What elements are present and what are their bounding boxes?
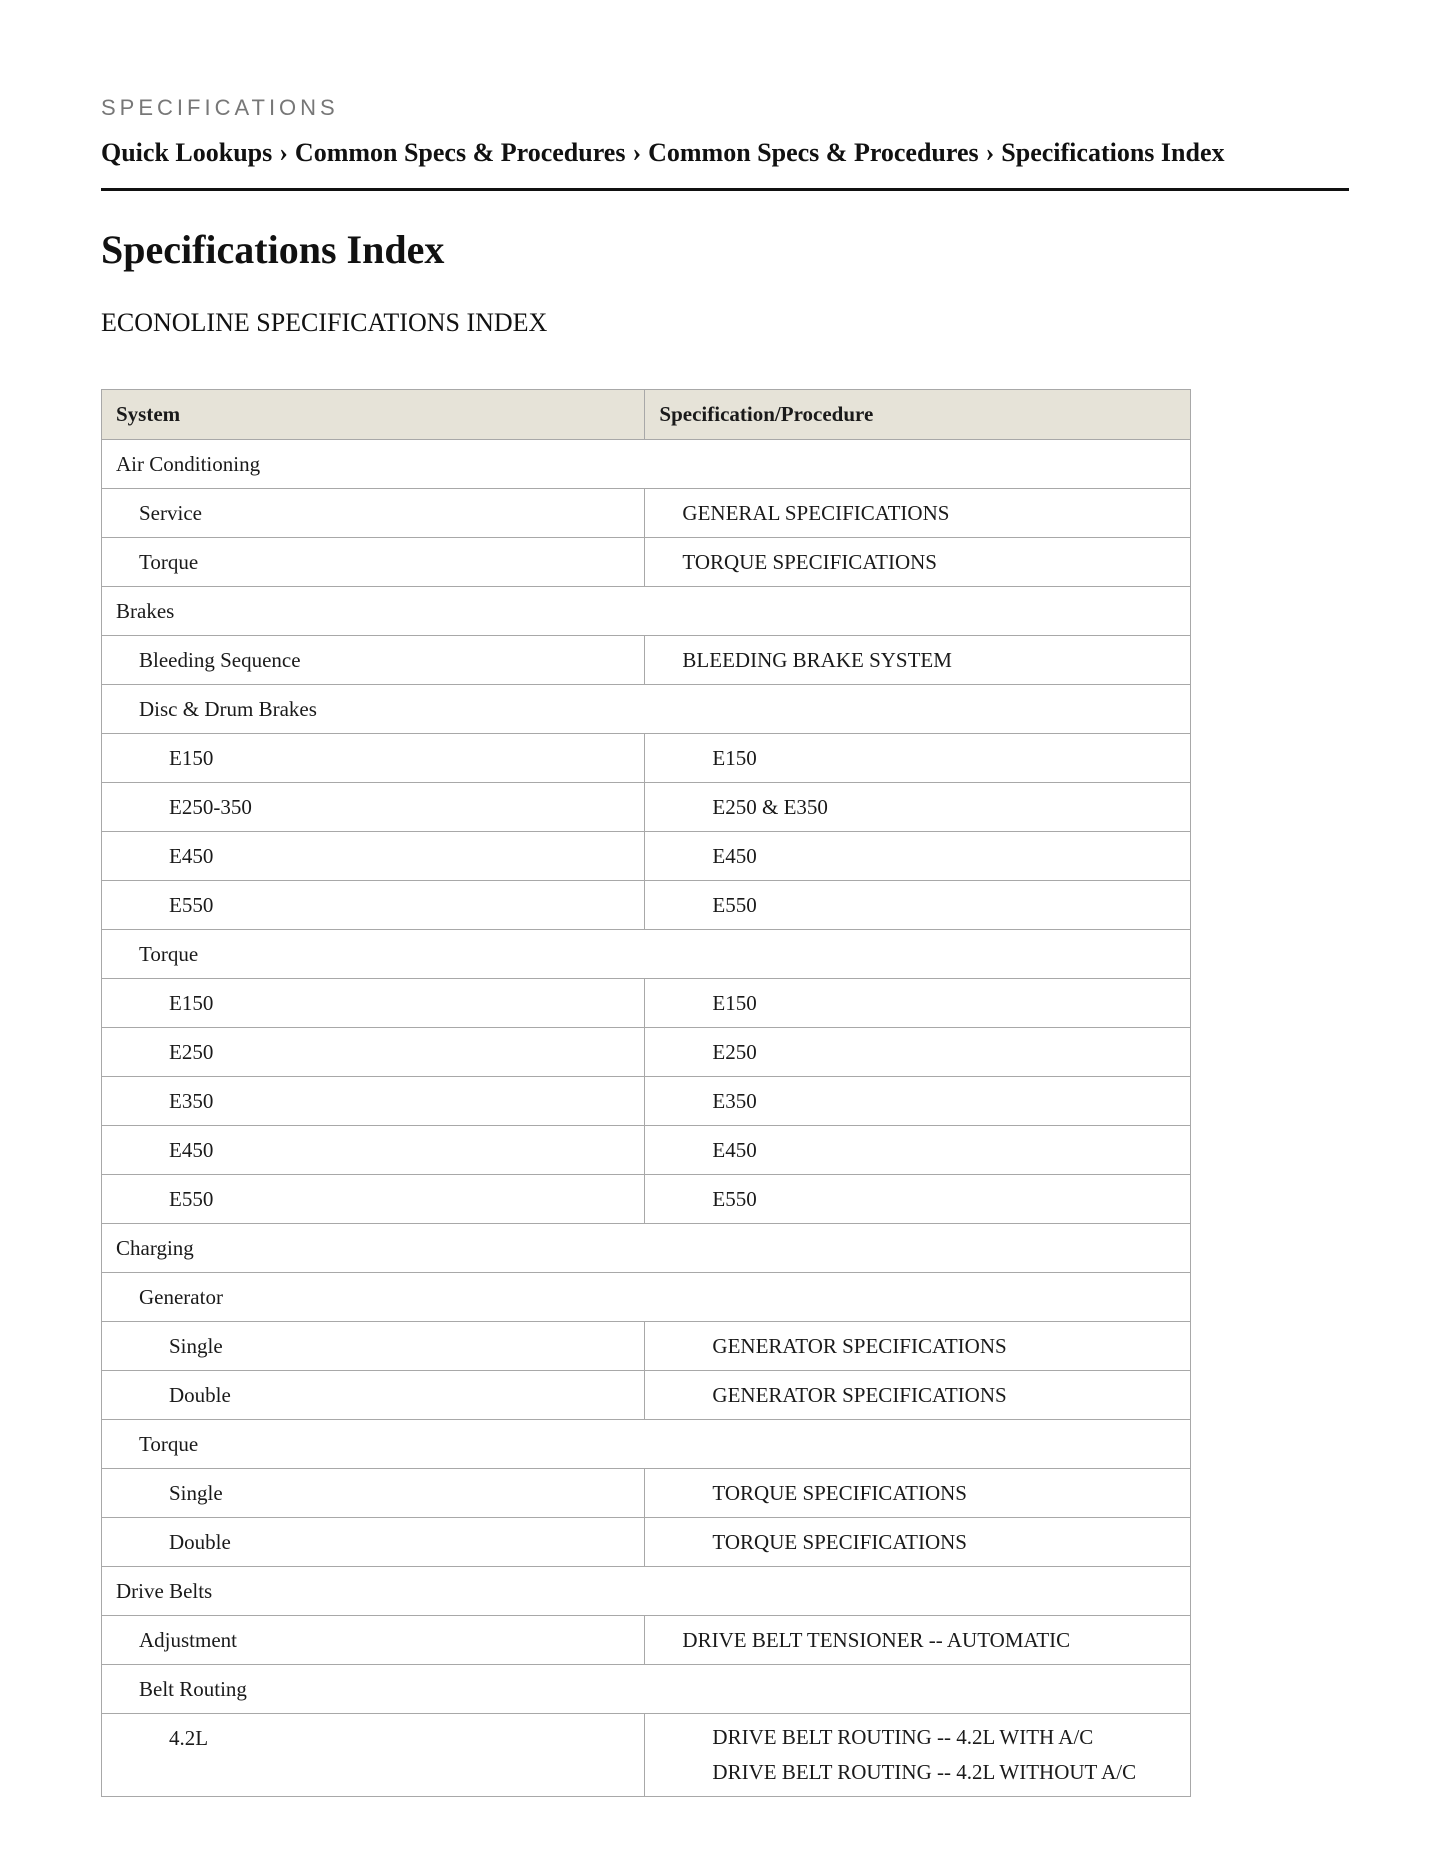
table-row — [102, 587, 1191, 636]
group-heading: Brakes — [102, 587, 1191, 636]
table-header-row — [102, 390, 1191, 440]
specification-link[interactable]: TORQUE SPECIFICATIONS — [712, 1481, 967, 1505]
table-row — [102, 1175, 1191, 1224]
specification-cell — [645, 1175, 1191, 1224]
header-divider — [101, 188, 1349, 191]
group-heading: Disc & Drum Brakes — [102, 685, 1191, 734]
table-row — [102, 1077, 1191, 1126]
table-row — [102, 538, 1191, 587]
specification-link[interactable]: BLEEDING BRAKE SYSTEM — [682, 648, 952, 672]
table-row — [102, 1322, 1191, 1371]
specification-cell — [645, 1322, 1191, 1371]
system-cell: Adjustment — [102, 1616, 645, 1665]
group-heading: Charging — [102, 1224, 1191, 1273]
breadcrumb — [101, 138, 1224, 168]
specification-link[interactable]: GENERATOR SPECIFICATIONS — [712, 1383, 1007, 1407]
specification-cell — [645, 1077, 1191, 1126]
specification-cell — [645, 1714, 1191, 1797]
system-cell: E150 — [102, 979, 645, 1028]
system-cell: Torque — [102, 538, 645, 587]
table-row — [102, 783, 1191, 832]
breadcrumb-item-common-specs[interactable]: Common Specs & Procedures — [294, 138, 626, 167]
system-cell: E550 — [102, 881, 645, 930]
table-row — [102, 881, 1191, 930]
table-row — [102, 1518, 1191, 1567]
table-row — [102, 440, 1191, 489]
group-heading: Torque — [102, 930, 1191, 979]
group-heading: Drive Belts — [102, 1567, 1191, 1616]
specification-link[interactable]: E450 — [712, 844, 757, 868]
specification-cell — [645, 1518, 1191, 1567]
breadcrumb-item-quick-lookups[interactable]: Quick Lookups — [101, 138, 273, 167]
system-cell: E550 — [102, 1175, 645, 1224]
table-row — [102, 1714, 1191, 1797]
table-row — [102, 979, 1191, 1028]
table-row — [102, 1665, 1191, 1714]
table-row — [102, 930, 1191, 979]
specification-link[interactable]: DRIVE BELT TENSIONER -- AUTOMATIC — [682, 1628, 1071, 1652]
specification-link[interactable]: E450 — [712, 1138, 757, 1162]
specification-cell — [645, 881, 1191, 930]
system-cell: E450 — [102, 1126, 645, 1175]
system-cell: Double — [102, 1371, 645, 1420]
specification-link[interactable]: DRIVE BELT ROUTING -- 4.2L WITH A/C — [712, 1725, 1094, 1749]
table-row — [102, 1224, 1191, 1273]
specification-link[interactable]: GENERAL SPECIFICATIONS — [682, 501, 950, 525]
system-cell: E350 — [102, 1077, 645, 1126]
specification-cell — [645, 1126, 1191, 1175]
specification-cell — [645, 832, 1191, 881]
system-cell: Service — [102, 489, 645, 538]
section-label: SPECIFICATIONS — [101, 95, 339, 120]
table-row — [102, 685, 1191, 734]
breadcrumb-separator: › — [632, 138, 642, 167]
breadcrumb-item-specifications-index: Specifications Index — [1001, 138, 1225, 167]
specification-link[interactable]: E550 — [712, 1187, 757, 1211]
column-header-specification: Specification/Procedure — [645, 390, 1191, 440]
page-title: Specifications Index — [101, 227, 445, 272]
system-cell: 4.2L — [102, 1714, 645, 1797]
breadcrumb-separator: › — [985, 138, 995, 167]
group-heading: Generator — [102, 1273, 1191, 1322]
specification-cell — [645, 1371, 1191, 1420]
table-row — [102, 489, 1191, 538]
column-header-system: System — [102, 390, 645, 440]
specification-link[interactable]: E150 — [712, 746, 757, 770]
specification-cell — [645, 538, 1191, 587]
table-row — [102, 636, 1191, 685]
system-cell: Double — [102, 1518, 645, 1567]
specification-cell — [645, 1469, 1191, 1518]
specification-link[interactable]: TORQUE SPECIFICATIONS — [682, 550, 937, 574]
specification-link[interactable]: E250 & E350 — [712, 795, 828, 819]
group-heading: Belt Routing — [102, 1665, 1191, 1714]
table-row — [102, 1371, 1191, 1420]
specification-link[interactable]: E550 — [712, 893, 757, 917]
table-row — [102, 1126, 1191, 1175]
table-row — [102, 832, 1191, 881]
system-cell: E150 — [102, 734, 645, 783]
system-cell: E250-350 — [102, 783, 645, 832]
table-row — [102, 1028, 1191, 1077]
table-row — [102, 1567, 1191, 1616]
specification-link[interactable]: E150 — [712, 991, 757, 1015]
specifications-table — [101, 389, 1191, 1797]
specification-cell — [645, 489, 1191, 538]
group-heading: Air Conditioning — [102, 440, 1191, 489]
table-row — [102, 1469, 1191, 1518]
specification-cell — [645, 734, 1191, 783]
system-cell: Single — [102, 1469, 645, 1518]
specification-cell — [645, 1028, 1191, 1077]
specification-link[interactable]: E250 — [712, 1040, 757, 1064]
breadcrumb-item-common-specs-2[interactable]: Common Specs & Procedures — [648, 138, 979, 167]
breadcrumb-separator: › — [279, 138, 288, 167]
specification-link[interactable]: DRIVE BELT ROUTING -- 4.2L WITHOUT A/C — [712, 1760, 1137, 1784]
specification-cell — [645, 1616, 1191, 1665]
specification-cell — [645, 979, 1191, 1028]
group-heading: Torque — [102, 1420, 1191, 1469]
table-row — [102, 734, 1191, 783]
table-row — [102, 1273, 1191, 1322]
specification-cell — [645, 783, 1191, 832]
system-cell: Single — [102, 1322, 645, 1371]
table-body — [102, 440, 1191, 1797]
table-row — [102, 1420, 1191, 1469]
specification-cell — [645, 636, 1191, 685]
specification-link[interactable]: TORQUE SPECIFICATIONS — [712, 1530, 967, 1554]
document-subtitle: ECONOLINE SPECIFICATIONS INDEX — [101, 308, 548, 337]
table-row — [102, 1616, 1191, 1665]
system-cell: Bleeding Sequence — [102, 636, 645, 685]
system-cell: E250 — [102, 1028, 645, 1077]
system-cell: E450 — [102, 832, 645, 881]
specification-link[interactable]: GENERATOR SPECIFICATIONS — [712, 1334, 1007, 1358]
specification-link[interactable]: E350 — [712, 1089, 757, 1113]
